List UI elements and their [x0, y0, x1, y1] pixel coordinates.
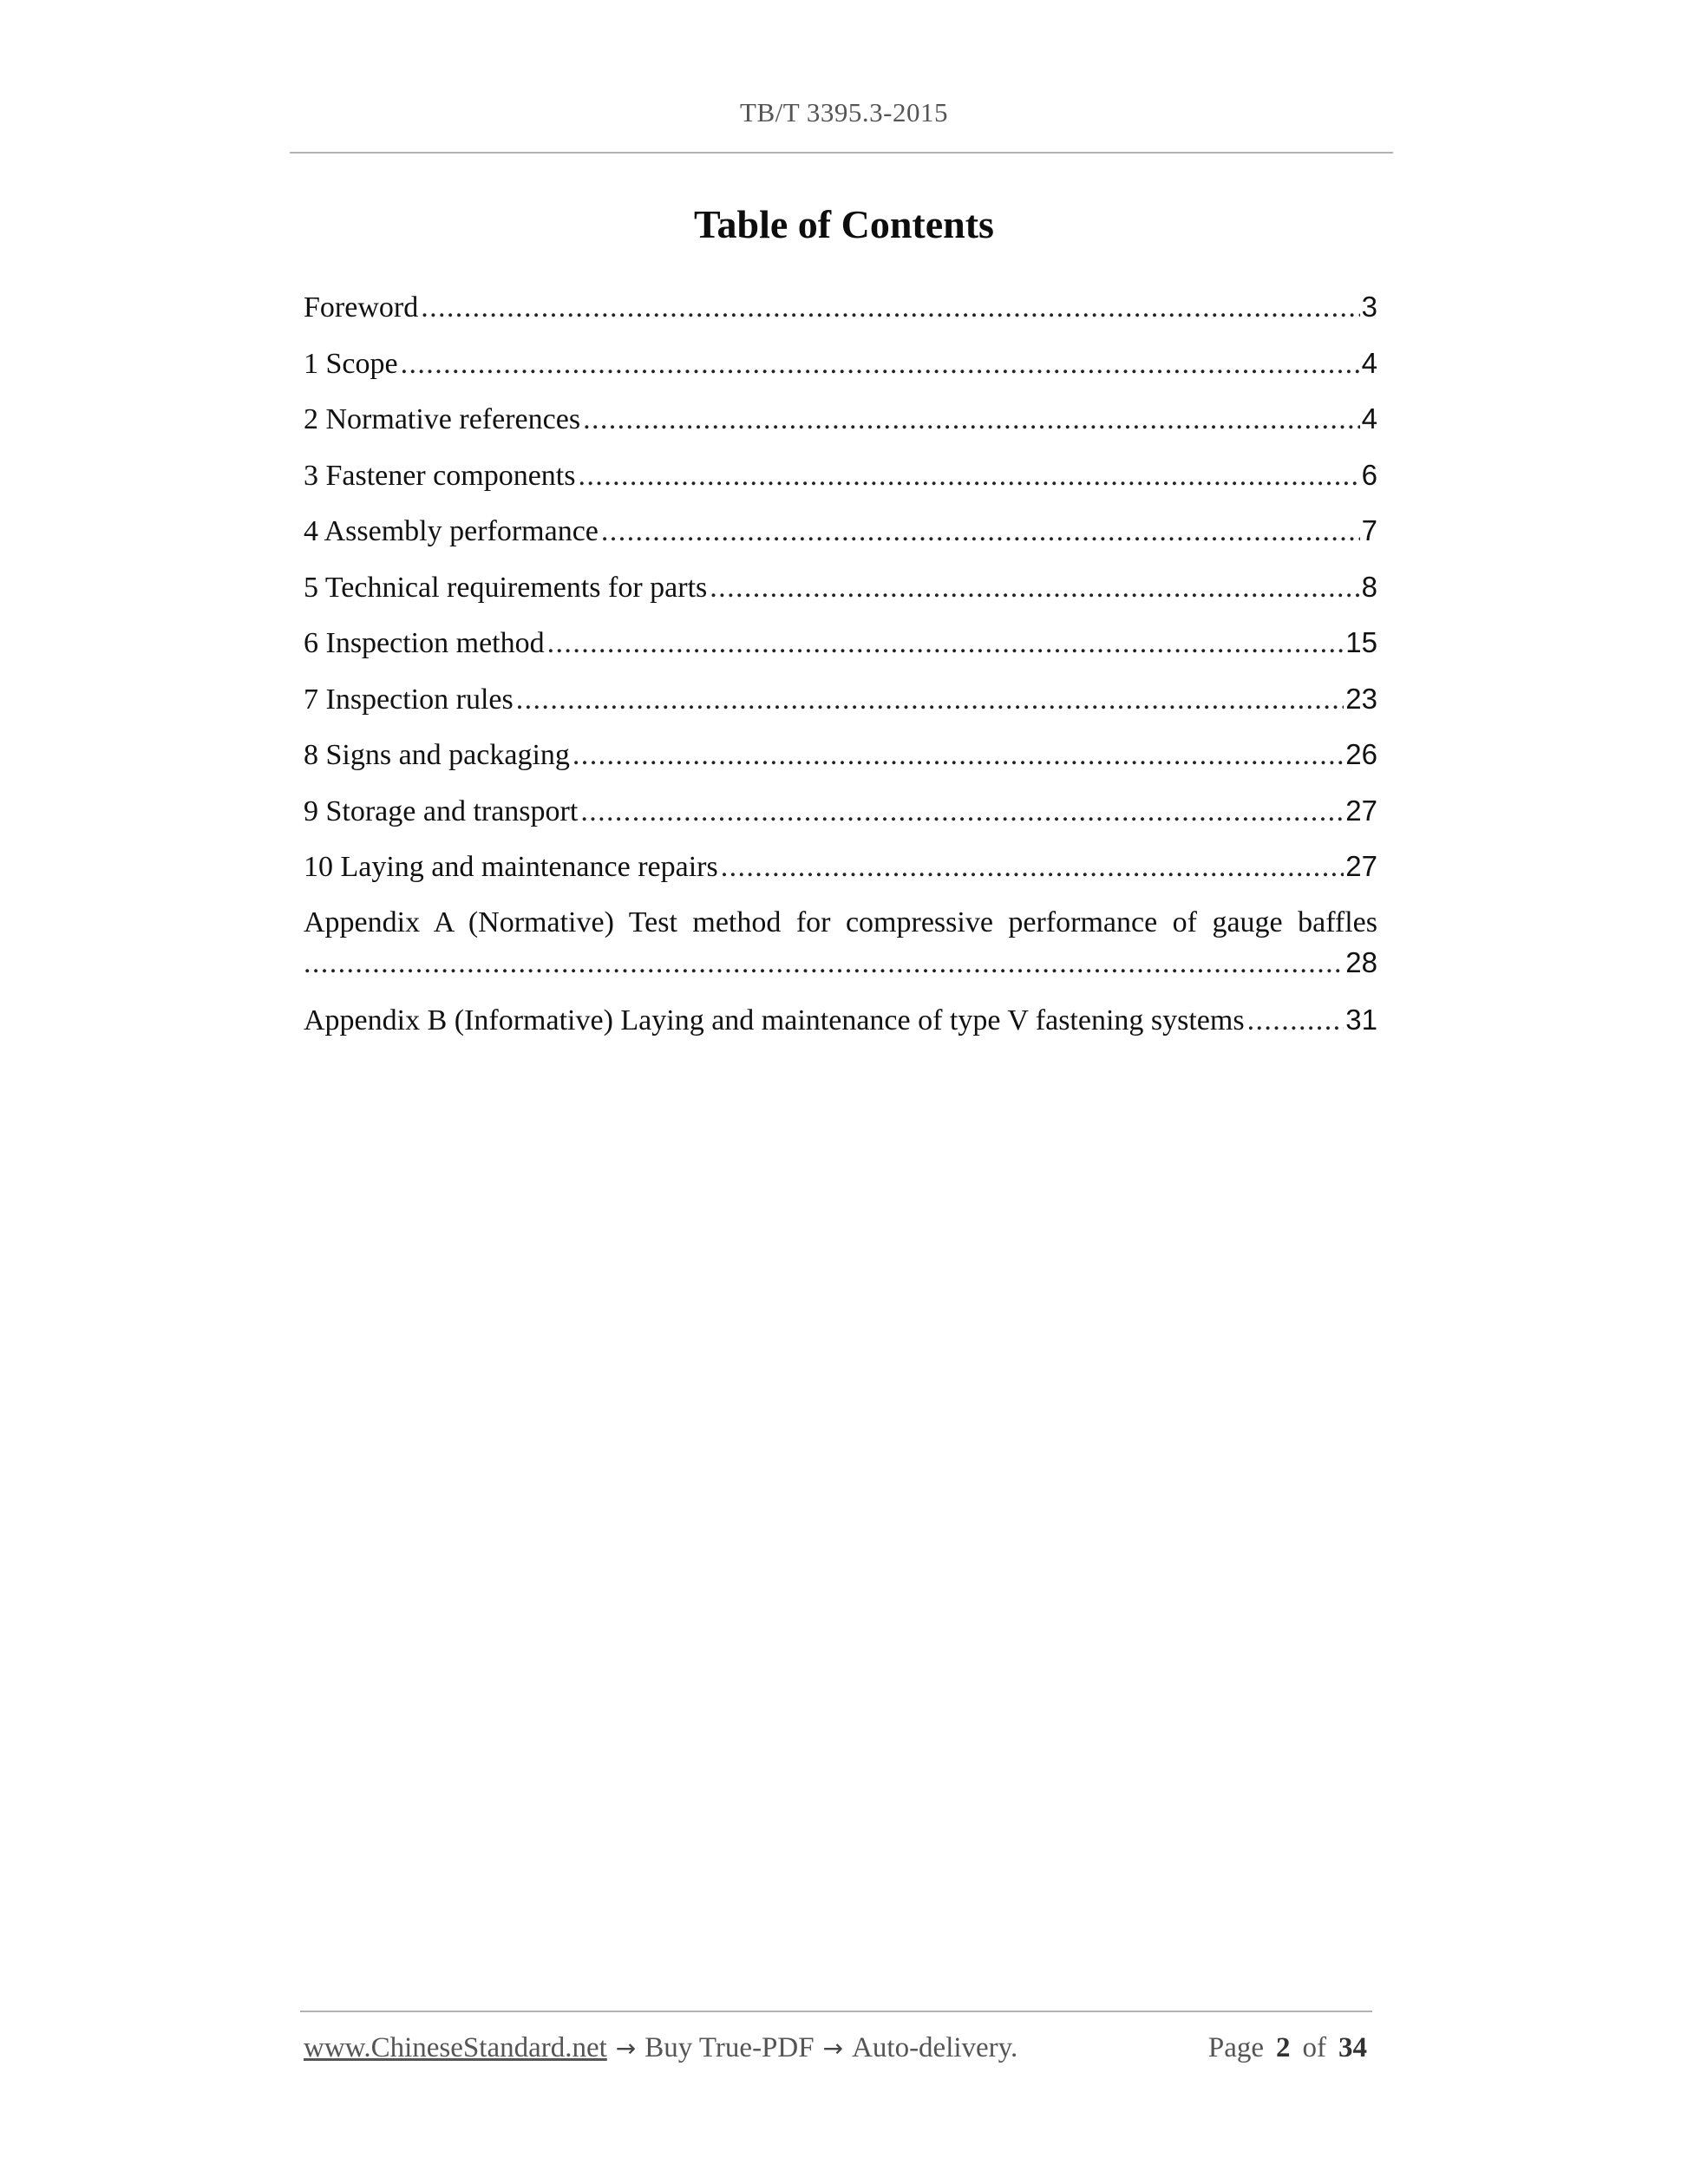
header-rule [290, 152, 1393, 154]
page-label: Page [1207, 2032, 1264, 2063]
dot-leader [572, 728, 1344, 784]
dot-leader [583, 392, 1360, 448]
toc-entry-laying-maintenance[interactable] [304, 839, 1377, 895]
page-footer [304, 2032, 1367, 2064]
toc-entry-page: 8 [1361, 570, 1377, 603]
toc-entry-page: 15 [1345, 626, 1377, 658]
toc-entry-page: 31 [1345, 1003, 1377, 1036]
dot-leader [421, 280, 1359, 337]
dot-leader [579, 448, 1360, 505]
toc-entry-page: 27 [1345, 794, 1377, 827]
toc-entry-scope[interactable] [304, 336, 1377, 392]
toc-entry-page: 4 [1361, 402, 1377, 435]
toc-entry-label: Foreword [304, 291, 419, 324]
right-arrow-icon: → [822, 2034, 844, 2063]
dot-leader [721, 840, 1345, 896]
toc-entry-label: 2 Normative references [304, 403, 581, 435]
toc-entry-page: 27 [1345, 850, 1377, 882]
of-label: of [1302, 2032, 1326, 2063]
page-number [1208, 2032, 1367, 2064]
toc-entry-page: 6 [1361, 458, 1377, 491]
toc-entry-assembly-performance[interactable] [304, 503, 1377, 559]
toc-entry-label: 3 Fastener components [304, 459, 576, 492]
toc-entry-label: 1 Scope [304, 347, 398, 380]
toc-entry-label: 9 Storage and transport [304, 794, 579, 827]
website-link[interactable]: www.ChineseStandard.net [304, 2032, 607, 2063]
dot-leader [304, 944, 1344, 984]
toc-entry-label: 5 Technical requirements for parts [304, 571, 708, 604]
dot-leader [547, 616, 1345, 672]
toc-entry-foreword[interactable] [304, 279, 1377, 336]
toc-entry-label: 8 Signs and packaging [304, 739, 570, 771]
toc-list [304, 279, 1377, 1048]
dot-leader [601, 504, 1360, 560]
toc-entry-technical-requirements[interactable] [304, 559, 1377, 616]
toc-entry-page: 3 [1361, 291, 1377, 323]
toc-entry-appendix-a[interactable] [304, 895, 1377, 992]
toc-entry-storage-transport[interactable] [304, 783, 1377, 840]
toc-entry-label: 7 Inspection rules [304, 683, 514, 716]
footer-rule [300, 2011, 1372, 2012]
auto-delivery-text: Auto-delivery. [852, 2032, 1018, 2063]
dot-leader [1247, 993, 1345, 1049]
toc-entry-label: 4 Assembly performance [304, 515, 599, 547]
toc-entry-page: 28 [1345, 945, 1377, 978]
toc-entry-label: 10 Laying and maintenance repairs [304, 851, 718, 883]
toc-entry-fastener-components[interactable] [304, 448, 1377, 504]
toc-entry-page: 26 [1345, 738, 1377, 770]
dot-leader [580, 784, 1344, 840]
current-page-number: 2 [1276, 2032, 1291, 2063]
toc-entry-page: 4 [1361, 346, 1377, 379]
footer-promo [304, 2032, 1017, 2064]
toc-entry-normative-references[interactable] [304, 391, 1377, 448]
running-header: TB/T 3395.3-2015 [740, 97, 948, 128]
buy-pdf-text: Buy True-PDF [644, 2032, 815, 2063]
total-pages-number: 34 [1338, 2032, 1367, 2063]
toc-entry-page: 7 [1361, 514, 1377, 546]
toc-title: Table of Contents [694, 202, 994, 246]
toc-entry-page: 23 [1345, 682, 1377, 715]
dot-leader [710, 560, 1359, 617]
toc-entry-label: Appendix B (Informative) Laying and maintenance of type V fastening systems [304, 1004, 1245, 1036]
toc-entry-appendix-b[interactable] [304, 992, 1377, 1049]
right-arrow-icon: → [615, 2034, 637, 2063]
toc-entry-leader-line [304, 943, 1377, 984]
dot-leader [516, 672, 1345, 729]
toc-entry-inspection-rules[interactable] [304, 671, 1377, 728]
toc-entry-signs-packaging[interactable] [304, 727, 1377, 783]
toc-entry-label: Appendix A (Normative) Test method for compressive performance of gauge baffles [304, 906, 1377, 938]
toc-entry-inspection-method[interactable] [304, 615, 1377, 671]
dot-leader [401, 337, 1360, 393]
toc-entry-label: 6 Inspection method [304, 627, 545, 659]
